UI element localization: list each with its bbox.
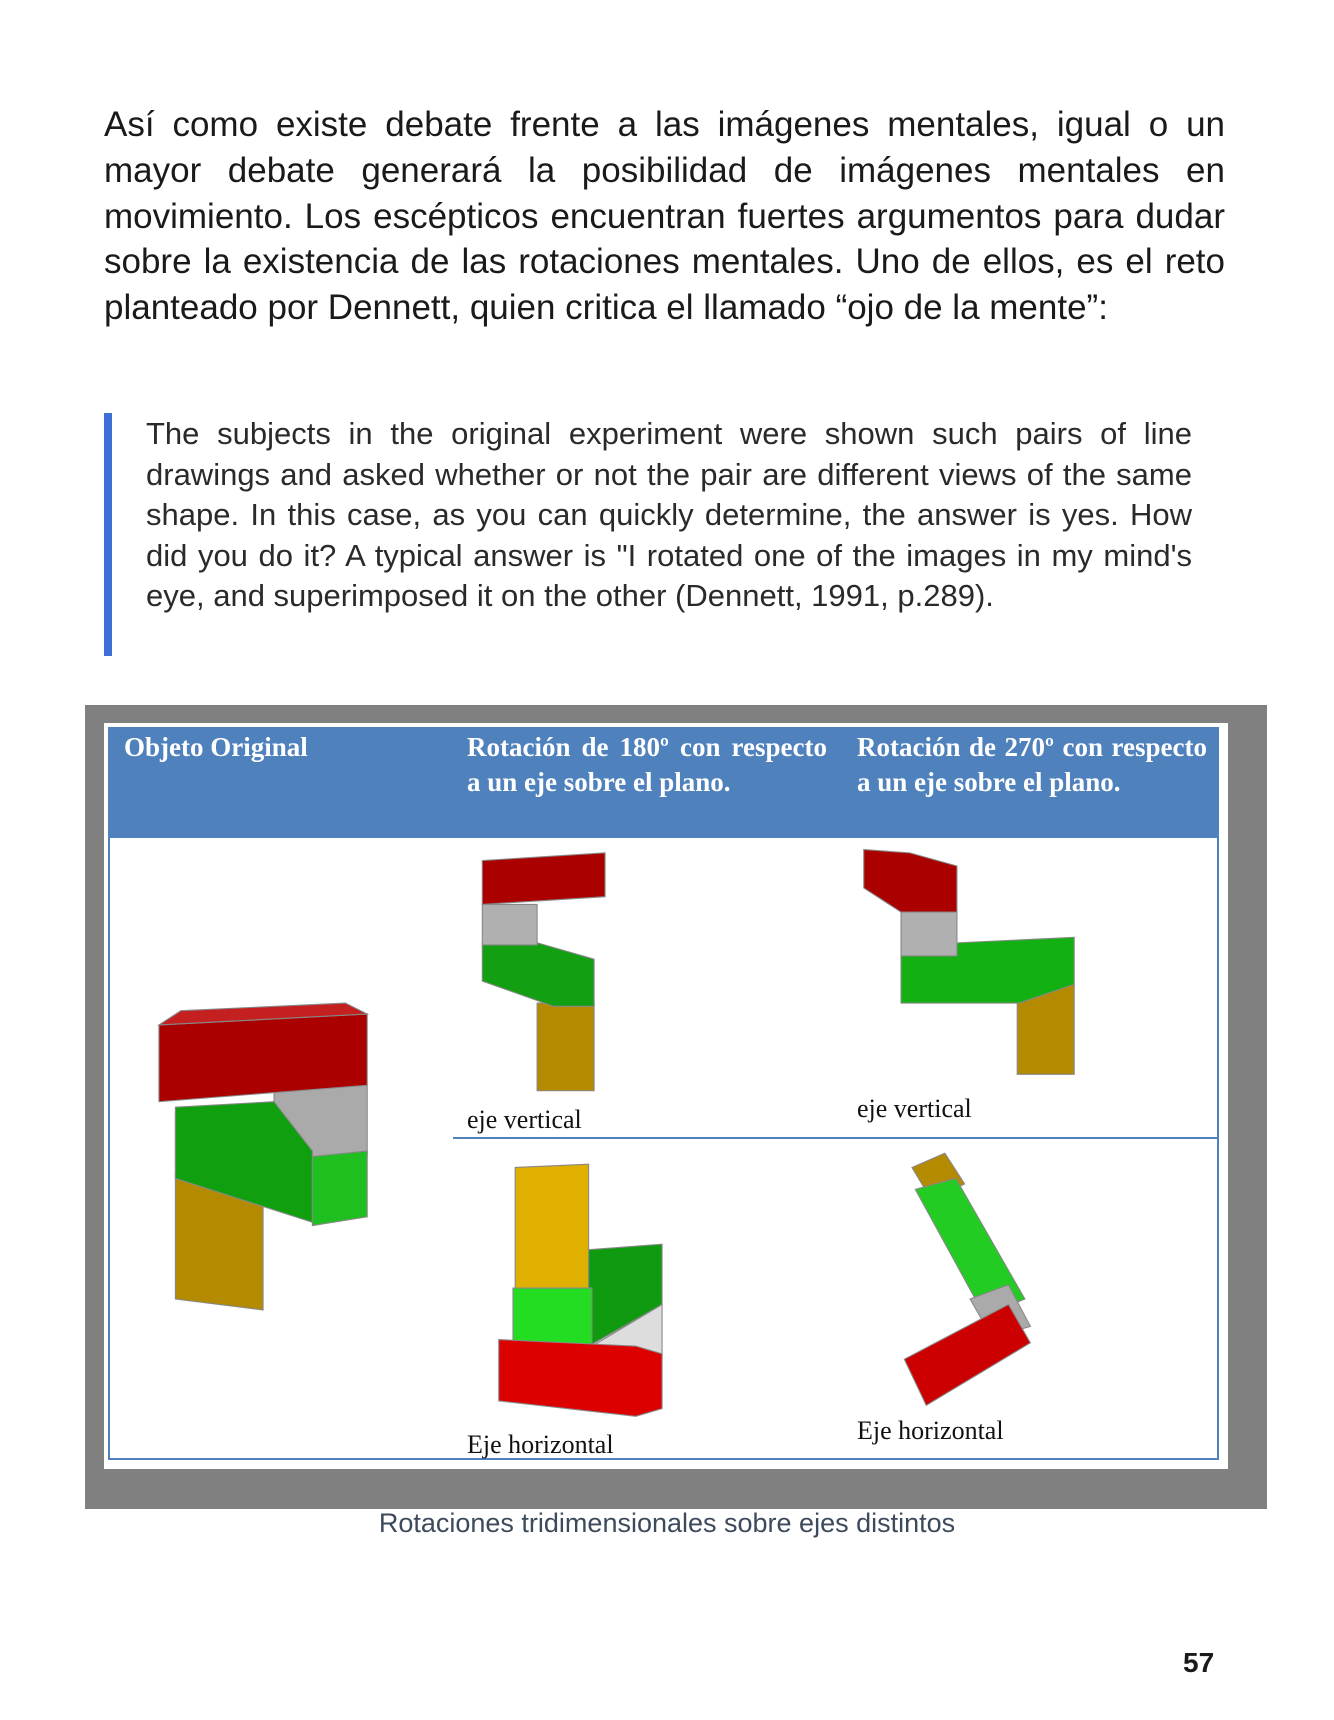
rotation-270-horizontal-drawing	[904, 1153, 1030, 1405]
label-180-horizontal: Eje horizontal	[467, 1430, 614, 1459]
label-180-vertical: eje vertical	[467, 1105, 582, 1134]
header-original: Objeto Original	[124, 732, 308, 762]
figure-caption: Rotaciones tridimensionales sobre ejes distintos	[378, 1508, 956, 1538]
header-rotation-270: Rotación de 270º con respecto a un eje sobre el plano.	[857, 732, 1207, 797]
rotation-180-horizontal-drawing	[499, 1164, 662, 1416]
rotation-270-vertical-drawing	[864, 850, 1074, 1075]
label-270-horizontal: Eje horizontal	[857, 1416, 1004, 1445]
rotation-180-vertical-drawing	[482, 853, 605, 1091]
blockquote: The subjects in the original experiment were shown such pairs of line drawings and asked whether or not the pair are different views of the same shape. In this case, as you can quickly determine, the answer is yes. How did you do it? A typical answer is "I rotated one of the images in my mind's eye, and superimposed it on the other (Dennett, 1991, p.289).	[146, 416, 1192, 613]
label-270-vertical: eje vertical	[857, 1094, 972, 1123]
header-rotation-180: Rotación de 180º con respecto a un eje sobre el plano.	[467, 732, 827, 797]
original-object-drawing	[159, 1003, 367, 1310]
body-paragraph: Así como existe debate frente a las imágenes mentales, igual o un mayor debate generará la posibilidad de imágenes mentales en movimiento. Los escépticos encuentran fuertes argumentos para dudar sobre la existencia de las rotaciones mentales. Uno de ellos, es el reto planteado por Dennett, quien critica el llamado “ojo de la mente”:	[104, 105, 1225, 328]
page-number: 57	[1183, 1647, 1215, 1678]
